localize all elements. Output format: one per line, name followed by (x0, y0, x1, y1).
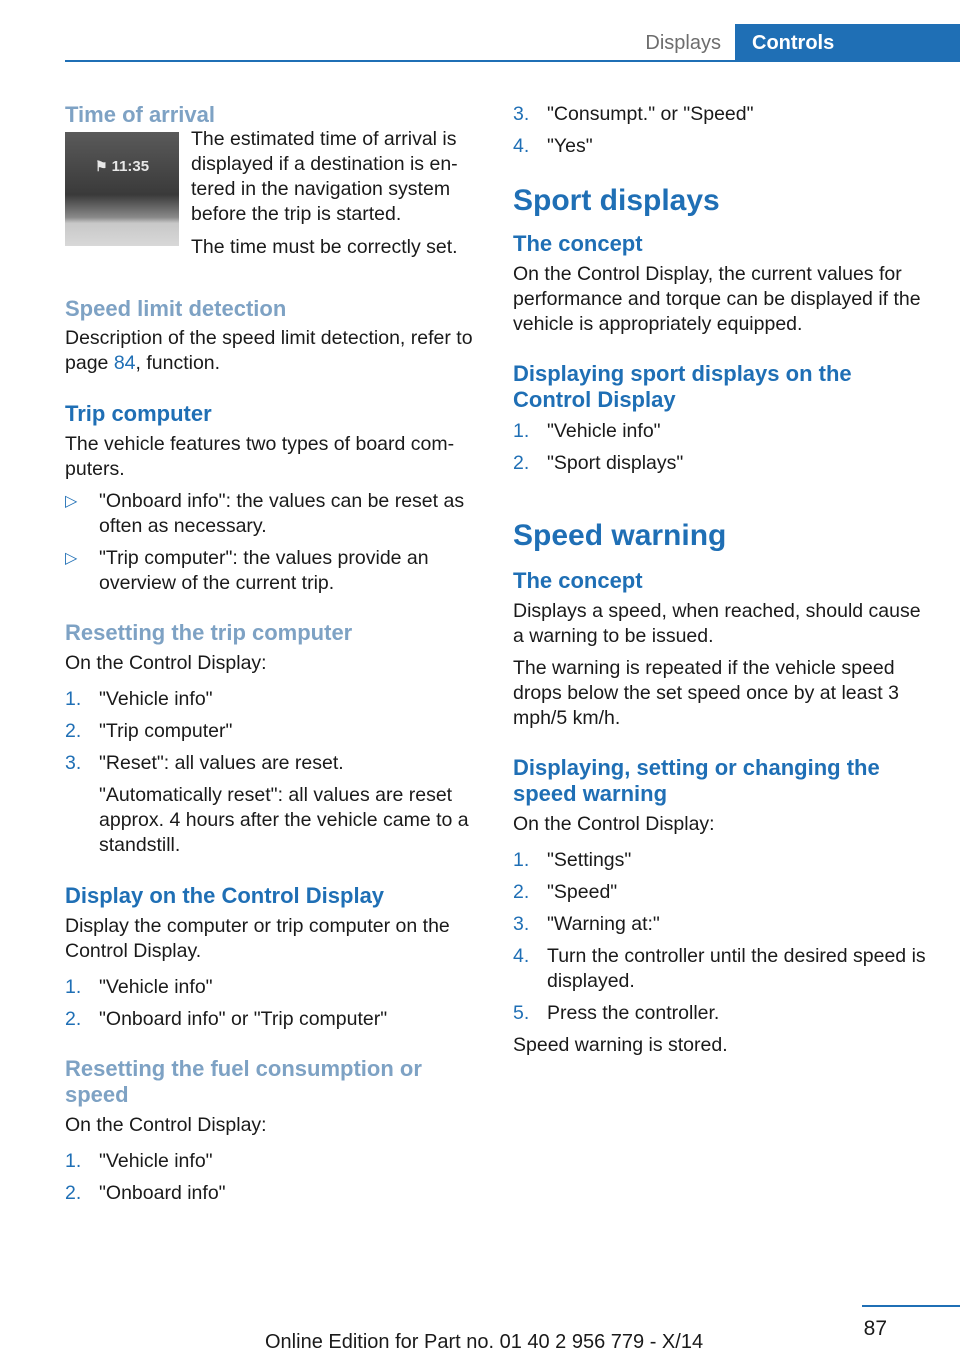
step-number: 1. (65, 976, 82, 998)
step-number: 2. (513, 452, 530, 474)
list-item (513, 880, 933, 905)
step-number: 1. (65, 1150, 82, 1172)
list-item (513, 451, 933, 476)
heading-sport-concept: The concept (513, 231, 643, 256)
step-number: 4. (513, 945, 530, 967)
list-item (65, 489, 475, 539)
step-text: "Trip computer" (99, 720, 233, 742)
sw-concept-text1: Displays a speed, when reached, should cause a warning to be issued. (513, 600, 921, 647)
page-header (65, 24, 960, 62)
step-text: "Sport displays" (547, 452, 684, 474)
sld-text (65, 326, 475, 376)
sld-text-post: , function. (135, 352, 221, 374)
destination-flag-icon: ⚑ (95, 158, 108, 174)
step-number: 5. (513, 1002, 530, 1024)
step-text: "Onboard info" or "Trip computer" (99, 1008, 388, 1030)
bullet-triangle-icon: ▷ (65, 493, 78, 510)
step-text: "Vehicle info" (547, 420, 661, 442)
list-item (65, 546, 475, 596)
rtc-sub-text: "Automatically reset": all values are reset approx. 4 hours after the vehicle came to a standstill. (99, 784, 469, 856)
heading-trip-computer: Trip computer (65, 401, 212, 426)
footer-rule (862, 1305, 960, 1307)
step-number: 2. (513, 881, 530, 903)
arrival-clock-text: 11:35 (111, 158, 150, 175)
step-number: 1. (513, 420, 530, 442)
page-number: 87 (863, 1317, 887, 1340)
bullet-triangle-icon: ▷ (65, 550, 78, 567)
rfc-intro: On the Control Display: (65, 1114, 267, 1136)
step-text: "Vehicle info" (99, 976, 213, 998)
left-column (65, 102, 475, 1206)
list-item (513, 848, 933, 873)
list-item (513, 419, 933, 444)
list-item (513, 1001, 933, 1026)
step-text: "Onboard info" (99, 1182, 226, 1204)
heading-speed-warning-concept: The concept (513, 568, 643, 593)
bullet-text: "Trip computer": the values provide an overview of the current trip. (99, 547, 429, 594)
heading-display-on-control-display: Display on the Control Display (65, 883, 385, 908)
heading-setting-speed-warning: Displaying, setting or changing the speed warning (513, 755, 880, 806)
sw-set-intro: On the Control Display: (513, 813, 715, 835)
continued-steps (513, 102, 933, 159)
step-text: "Consumpt." or "Speed" (547, 103, 754, 125)
dcd-text: Display the computer or trip computer on the Control Display. (65, 915, 450, 962)
step-number: 2. (65, 720, 82, 742)
toa-text1: The estimated time of arrival is displayed if a destination is en-tered in the navigation system before the trip is started. (191, 128, 458, 225)
list-item (513, 944, 933, 994)
sld-text-pre: Description of the speed limit detection, refer to page (65, 327, 473, 374)
heading-speed-limit-detection: Speed limit detection (65, 296, 287, 321)
step-text: "Yes" (547, 135, 593, 157)
toa-text-block (191, 128, 475, 260)
toa-text2: The time must be correctly set. (191, 236, 458, 258)
heading-resetting-fuel-consumption: Resetting the fuel consumption or speed (65, 1056, 422, 1107)
step-text: Turn the controller until the desired speed is displayed. (547, 945, 926, 992)
sw-steps (513, 848, 933, 1026)
arrival-time-display-image (65, 132, 179, 246)
heading-speed-warning: Speed warning (513, 519, 727, 552)
edition-footer: Online Edition for Part no. 01 40 2 956 779 - X/14 (265, 1331, 704, 1353)
tc-text: The vehicle features two types of board com-puters. (65, 433, 455, 480)
list-item (65, 1007, 475, 1032)
list-item (65, 975, 475, 1000)
rtc-intro: On the Control Display: (65, 652, 267, 674)
time-of-arrival-block (65, 128, 475, 260)
step-text: "Vehicle info" (99, 688, 213, 710)
rtc-steps (65, 687, 475, 776)
step-text: "Warning at:" (547, 913, 660, 935)
step-number: 2. (65, 1008, 82, 1030)
list-item (65, 719, 475, 744)
step-number: 4. (513, 135, 530, 157)
step-number: 3. (513, 103, 530, 125)
page-link-84[interactable]: 84 (113, 352, 136, 374)
step-number: 3. (513, 913, 530, 935)
bullet-text: "Onboard info": the values can be reset as often as necessary. (99, 490, 465, 537)
rfc-steps (65, 1149, 475, 1206)
step-number: 2. (65, 1182, 82, 1204)
tc-bullet-list (65, 489, 475, 596)
list-item (65, 687, 475, 712)
step-number: 1. (513, 849, 530, 871)
heading-resetting-trip-computer: Resetting the trip computer (65, 620, 353, 645)
step-text: "Settings" (547, 849, 632, 871)
list-item (65, 1149, 475, 1174)
list-item (65, 1181, 475, 1206)
list-item (513, 102, 933, 127)
list-item (65, 751, 475, 776)
step-number: 3. (65, 752, 82, 774)
list-item (513, 912, 933, 937)
sport-concept-text: On the Control Display, the current values for performance and torque can be displayed if the vehicle is appropriately equipped. (513, 263, 921, 335)
heading-time-of-arrival: Time of arrival (65, 102, 215, 127)
heading-displaying-sport-displays: Displaying sport displays on the Control Display (513, 361, 852, 412)
arrival-clock (95, 158, 149, 175)
sw-stored-text: Speed warning is stored. (513, 1034, 728, 1056)
list-item (513, 134, 933, 159)
dcd-steps (65, 975, 475, 1032)
sw-concept-text2: The warning is repeated if the vehicle speed drops below the set speed once by at least 3 mph/5 km/h. (513, 657, 899, 729)
header-rule (65, 60, 960, 62)
step-text: Press the controller. (547, 1002, 720, 1024)
step-text: "Reset": all values are reset. (99, 752, 344, 774)
heading-sport-displays: Sport displays (513, 184, 720, 217)
step-text: "Speed" (547, 881, 618, 903)
right-column (513, 102, 933, 1058)
tab-displays[interactable]: Displays (645, 32, 721, 54)
step-text: "Vehicle info" (99, 1150, 213, 1172)
tab-controls[interactable]: Controls (735, 24, 960, 62)
sport-steps (513, 419, 933, 476)
step-number: 1. (65, 688, 82, 710)
